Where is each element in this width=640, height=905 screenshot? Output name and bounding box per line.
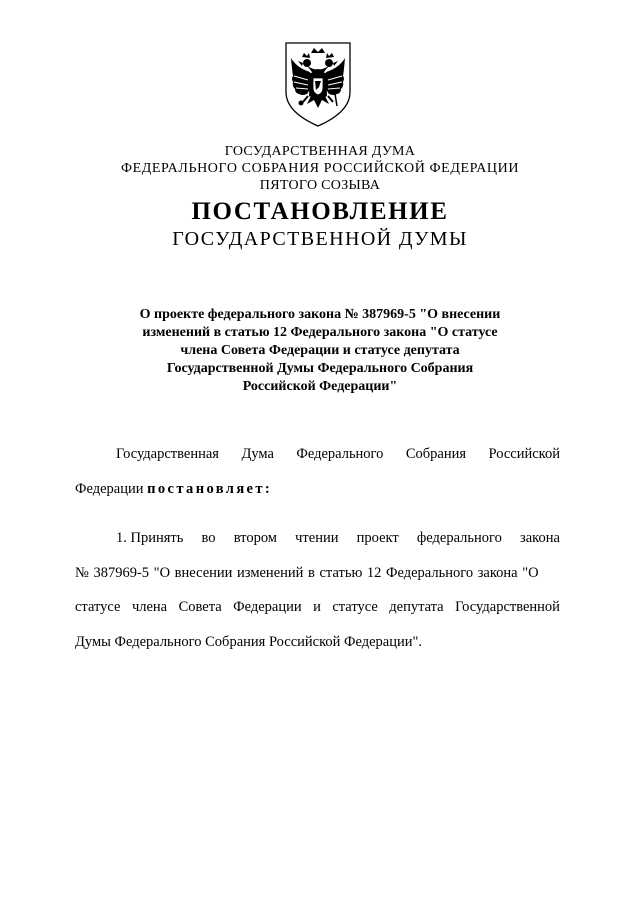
word: чтении — [295, 530, 339, 546]
word: Федерального — [296, 446, 384, 462]
issuer-line-1: ГОСУДАРСТВЕННАЯ ДУМА — [224, 144, 416, 159]
subject-line: Российской Федерации" — [242, 379, 398, 394]
document-subject — [0, 306, 640, 396]
issuer-line-3: ПЯТОГО СОЗЫВА — [259, 178, 381, 193]
item1-line-1 — [116, 530, 560, 547]
word: и — [313, 599, 321, 615]
word: статусе — [75, 599, 121, 615]
issuer-line-2: ФЕДЕРАЛЬНОГО СОБРАНИЯ РОССИЙСКОЙ ФЕДЕРАЦИИ — [120, 161, 520, 176]
item1-line-4: Думы Федерального Собрания Российской Федерации". — [75, 634, 423, 650]
word: Государственная — [116, 446, 219, 462]
word: Дума — [241, 446, 274, 462]
word: депутата — [389, 599, 444, 615]
resolves-word: постановляет: — [147, 481, 273, 497]
word: Государственной — [455, 599, 560, 615]
word: проект — [356, 530, 399, 546]
word: Федерации — [75, 481, 144, 497]
russian-coat-of-arms-icon — [283, 40, 353, 130]
document-type: ПОСТАНОВЛЕНИЕ — [191, 198, 449, 225]
subject-line: изменений в статью 12 Федерального закона "О статусе — [142, 325, 498, 340]
item1-line-3 — [75, 599, 560, 616]
word: члена — [131, 599, 168, 615]
word: 1. Принять — [116, 530, 184, 546]
word: федерального — [416, 530, 502, 546]
subject-line: О проекте федерального закона № 387969-5 "О внесении — [139, 307, 501, 322]
word: Российской — [488, 446, 560, 462]
preamble-line-1 — [116, 446, 560, 463]
word: Федерации — [233, 599, 302, 615]
subject-line: члена Совета Федерации и статусе депутата — [180, 343, 460, 358]
word: Совета — [178, 599, 222, 615]
word: Собрания — [405, 446, 467, 462]
subject-line: Государственной Думы Федерального Собрания — [166, 361, 474, 376]
document-type-sub: ГОСУДАРСТВЕННОЙ ДУМЫ — [172, 228, 468, 250]
item1-line-2: № 387969-5 "О внесении изменений в статью 12 Федерального закона "О — [75, 565, 539, 581]
word: во — [201, 530, 216, 546]
preamble-line-2 — [75, 481, 272, 498]
word: статусе — [332, 599, 378, 615]
word: закона — [520, 530, 560, 546]
word: втором — [233, 530, 277, 546]
